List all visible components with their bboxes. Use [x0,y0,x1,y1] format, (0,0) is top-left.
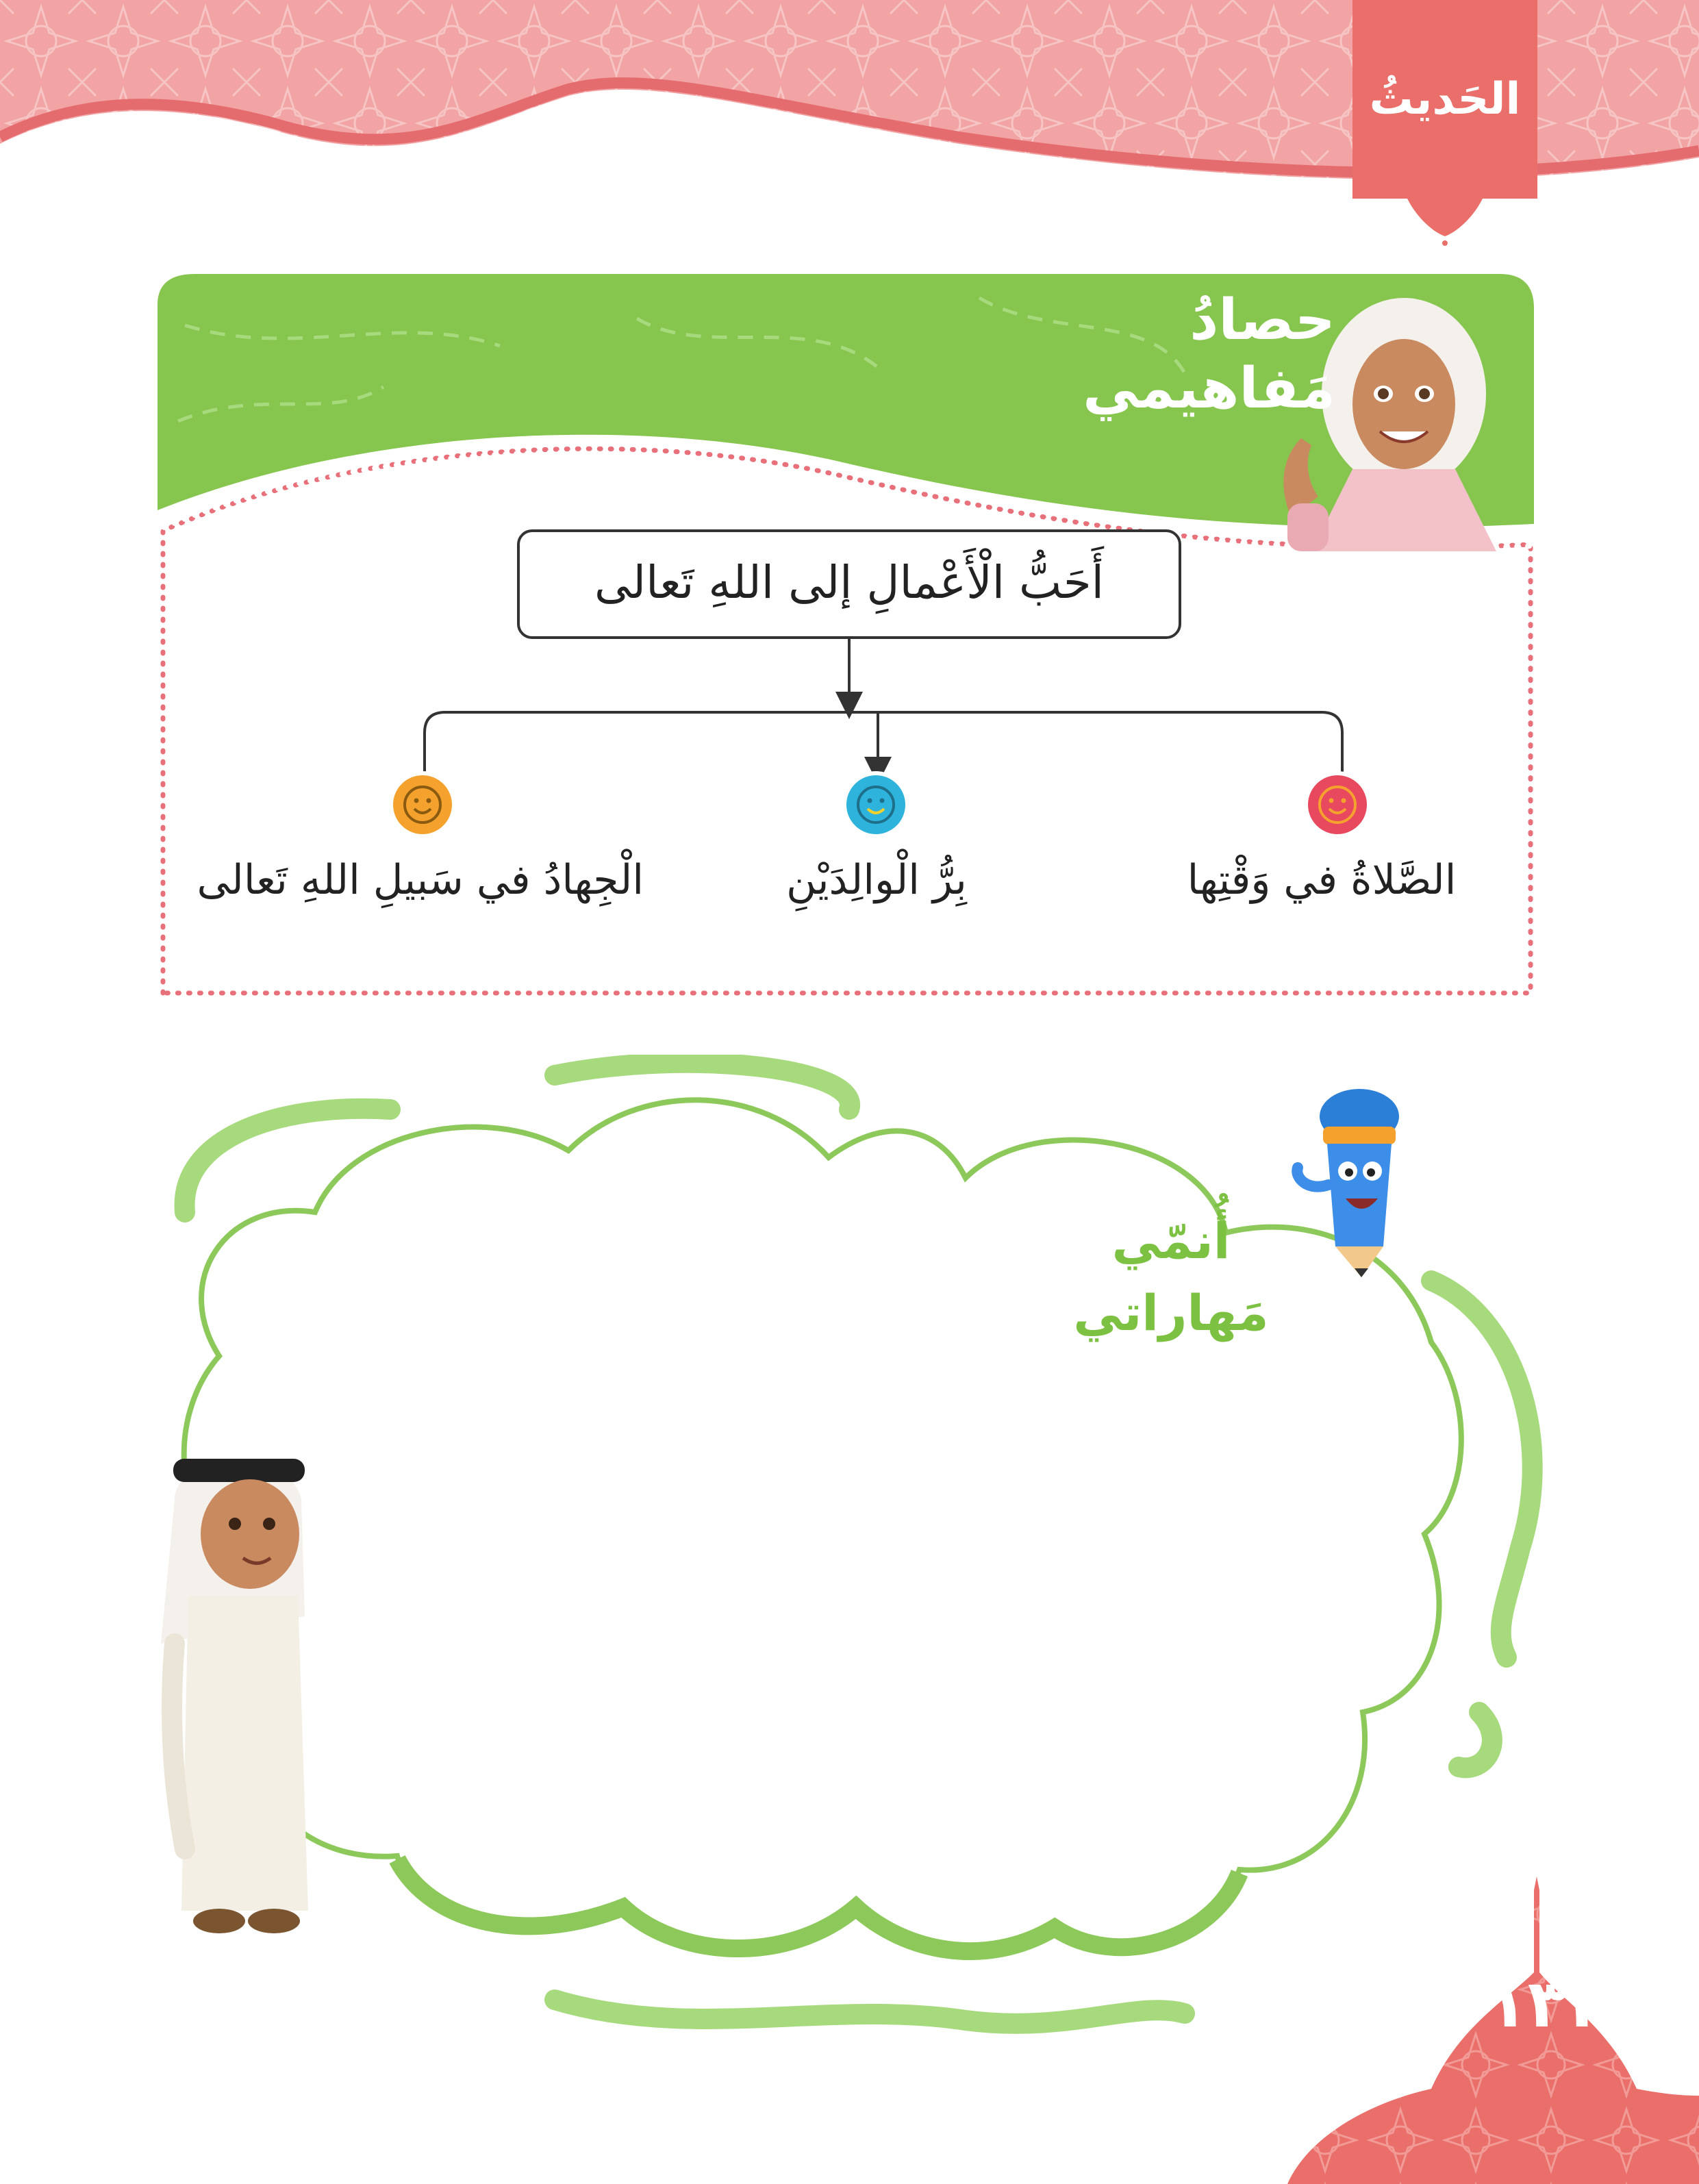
branch-label-prayer: الصَّلاةُ في وَقْتِها [1187,856,1457,904]
branch-label-jihad: الْجِهادُ في سَبيلِ اللهِ تَعالى [197,856,644,904]
boy-character-image [147,1438,325,1938]
branch-label-parents: بِرُّ الْوالِدَيْنِ [786,856,967,904]
page-number: ١٣٢ [1487,1966,1608,2042]
box-title-line1: حصادُ [1190,288,1335,353]
root-node-label: أَحَبُّ الْأَعْمالِ إلى اللهِ تَعالى [594,556,1104,609]
pencil-mascot-image [1281,1089,1438,1281]
smiley-icon [842,770,910,839]
grow-title-line1: أُنمّي [1111,1212,1231,1270]
box-title-line2: مَفاهيمي [1083,356,1335,421]
section-tab-label: الحَديثُ [1369,74,1521,125]
smiley-icon [1303,770,1372,839]
grow-title-line2: مَهاراتي [1073,1284,1269,1342]
smiley-icon [388,770,457,839]
